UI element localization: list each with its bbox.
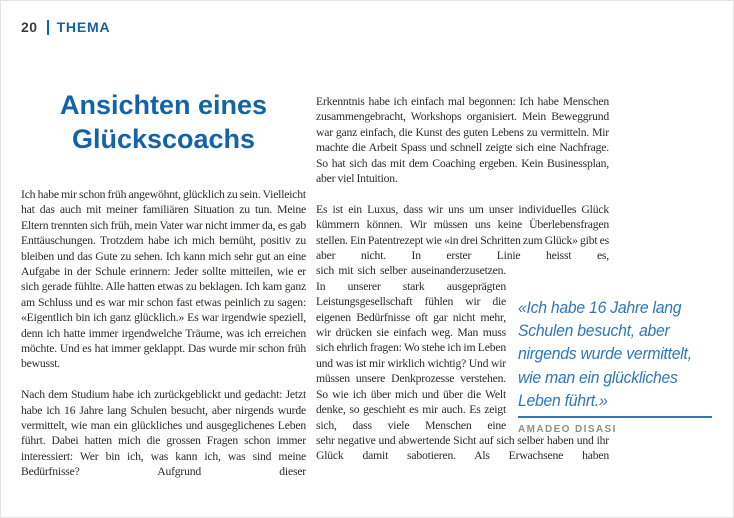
column-left xyxy=(21,187,306,480)
pull-quote-line: Leben führt.» xyxy=(518,390,608,410)
pull-quote-rule xyxy=(518,416,712,418)
page-header xyxy=(21,19,110,35)
section-label: THEMA xyxy=(56,19,111,35)
pull-quote-line: nirgends wurde vermittelt, xyxy=(518,344,692,364)
pull-quote-line: «Ich habe 16 Jahre lang xyxy=(518,298,682,317)
right-paragraph-2-beside-quote: sich mit sich selber auseinanderzusetzen. In unserer stark ausgeprägten Leistungsgesellschaft fühlen wir die eigenen Bedürfnisse oft gar nicht mehr, wir drücken sie einfach weg. Man muss sich ehrlich fragen: Wo stehe ich im Leben und was ist mir wirklich wichtig? Und wir müssen unsere Denkprozesse verstehen. So wie ich über mich und über die Welt denke, so geschieht es mir auch. Es zeigt sich, dass viele Menschen eine xyxy=(316,264,506,432)
left-paragraph-2: Nach dem Studium habe ich zurückgeblickt und gedacht: Jetzt habe ich 16 Jahre lang Schulen besucht, aber nirgends wurde vermittelt, wie man ein glückliches und ausgeglichenes Leben führt. Dabei hatten mich die grossen Fragen schon immer interessiert: Wer bin ich, was kann ich, was sind meine Bedürfnisse? Aufgrund dieser xyxy=(21,388,306,479)
pull-quote-line: Schulen besucht, aber xyxy=(518,321,670,341)
left-paragraph-1: Ich habe mir schon früh angewöhnt, glücklich zu sein. Vielleicht hat das auch mit meiner familiären Situation zu tun. Meine Eltern trennten sich früh, mein Vater war nicht immer da, es gab Enttäuschungen. Trotzdem habe ich mich bemüht, positiv zu bleiben und das Gute zu sehen. Ich kann mich sehr gut an eine Aufgabe in der Schule erinnern: Jeder sollte mitteilen, wie er sich gerade fühlte. Alle hatten etwas zu beklagen. Ich kam ganz am Schluss und es war mir schon fast etwas peinlich zu sagen: «Eigentlich bin ich ganz glücklich.» Es war irgendwie speziell, denn ich hatte immer irgendwelche Träume, was ich erreichen möchte. Und es hat immer geklappt. Das wurde mir schon früh bewusst. xyxy=(21,188,306,371)
article-title-line-2: Glückscoachs xyxy=(71,124,256,154)
right-paragraph-2-wide-bottom: sehr negative und abwertende Sicht auf sich selber haben und ihr Glück damit sabotieren. Als Erwachsene haben xyxy=(316,433,609,463)
article-title xyxy=(21,88,306,156)
article-title-line-1: Ansichten eines xyxy=(59,90,268,120)
header-divider xyxy=(47,20,49,35)
right-paragraph-2-wide-top: Es ist ein Luxus, dass wir uns um unser individuelles Glück kümmern können. Wir müssen uns keine Überlebensfragen stellen. Ein Patentrezept wie «in drei Schritten zum Glück» gibt es aber nicht. In erster Linie heisst es, xyxy=(316,202,609,263)
page-number: 20 xyxy=(21,19,38,35)
pull-quote-attribution: AMADEO DISASI xyxy=(518,424,617,435)
pull-quote xyxy=(518,296,712,412)
pull-quote-line: wie man ein glückliches xyxy=(518,367,678,387)
right-paragraph-1: Erkenntnis habe ich einfach mal begonnen: Ich habe Menschen zusammengebracht, Workshops organisiert. Mein Beweggrund war ganz einfach, die Kunst des guten Lebens zu vermitteln. Mir machte die Arbeit Spass und schnell zeigte sich eine Nachfrage. So hat sich das mit dem Coaching ergeben. Kein Businessplan, aber viel Intuition. xyxy=(316,95,609,186)
